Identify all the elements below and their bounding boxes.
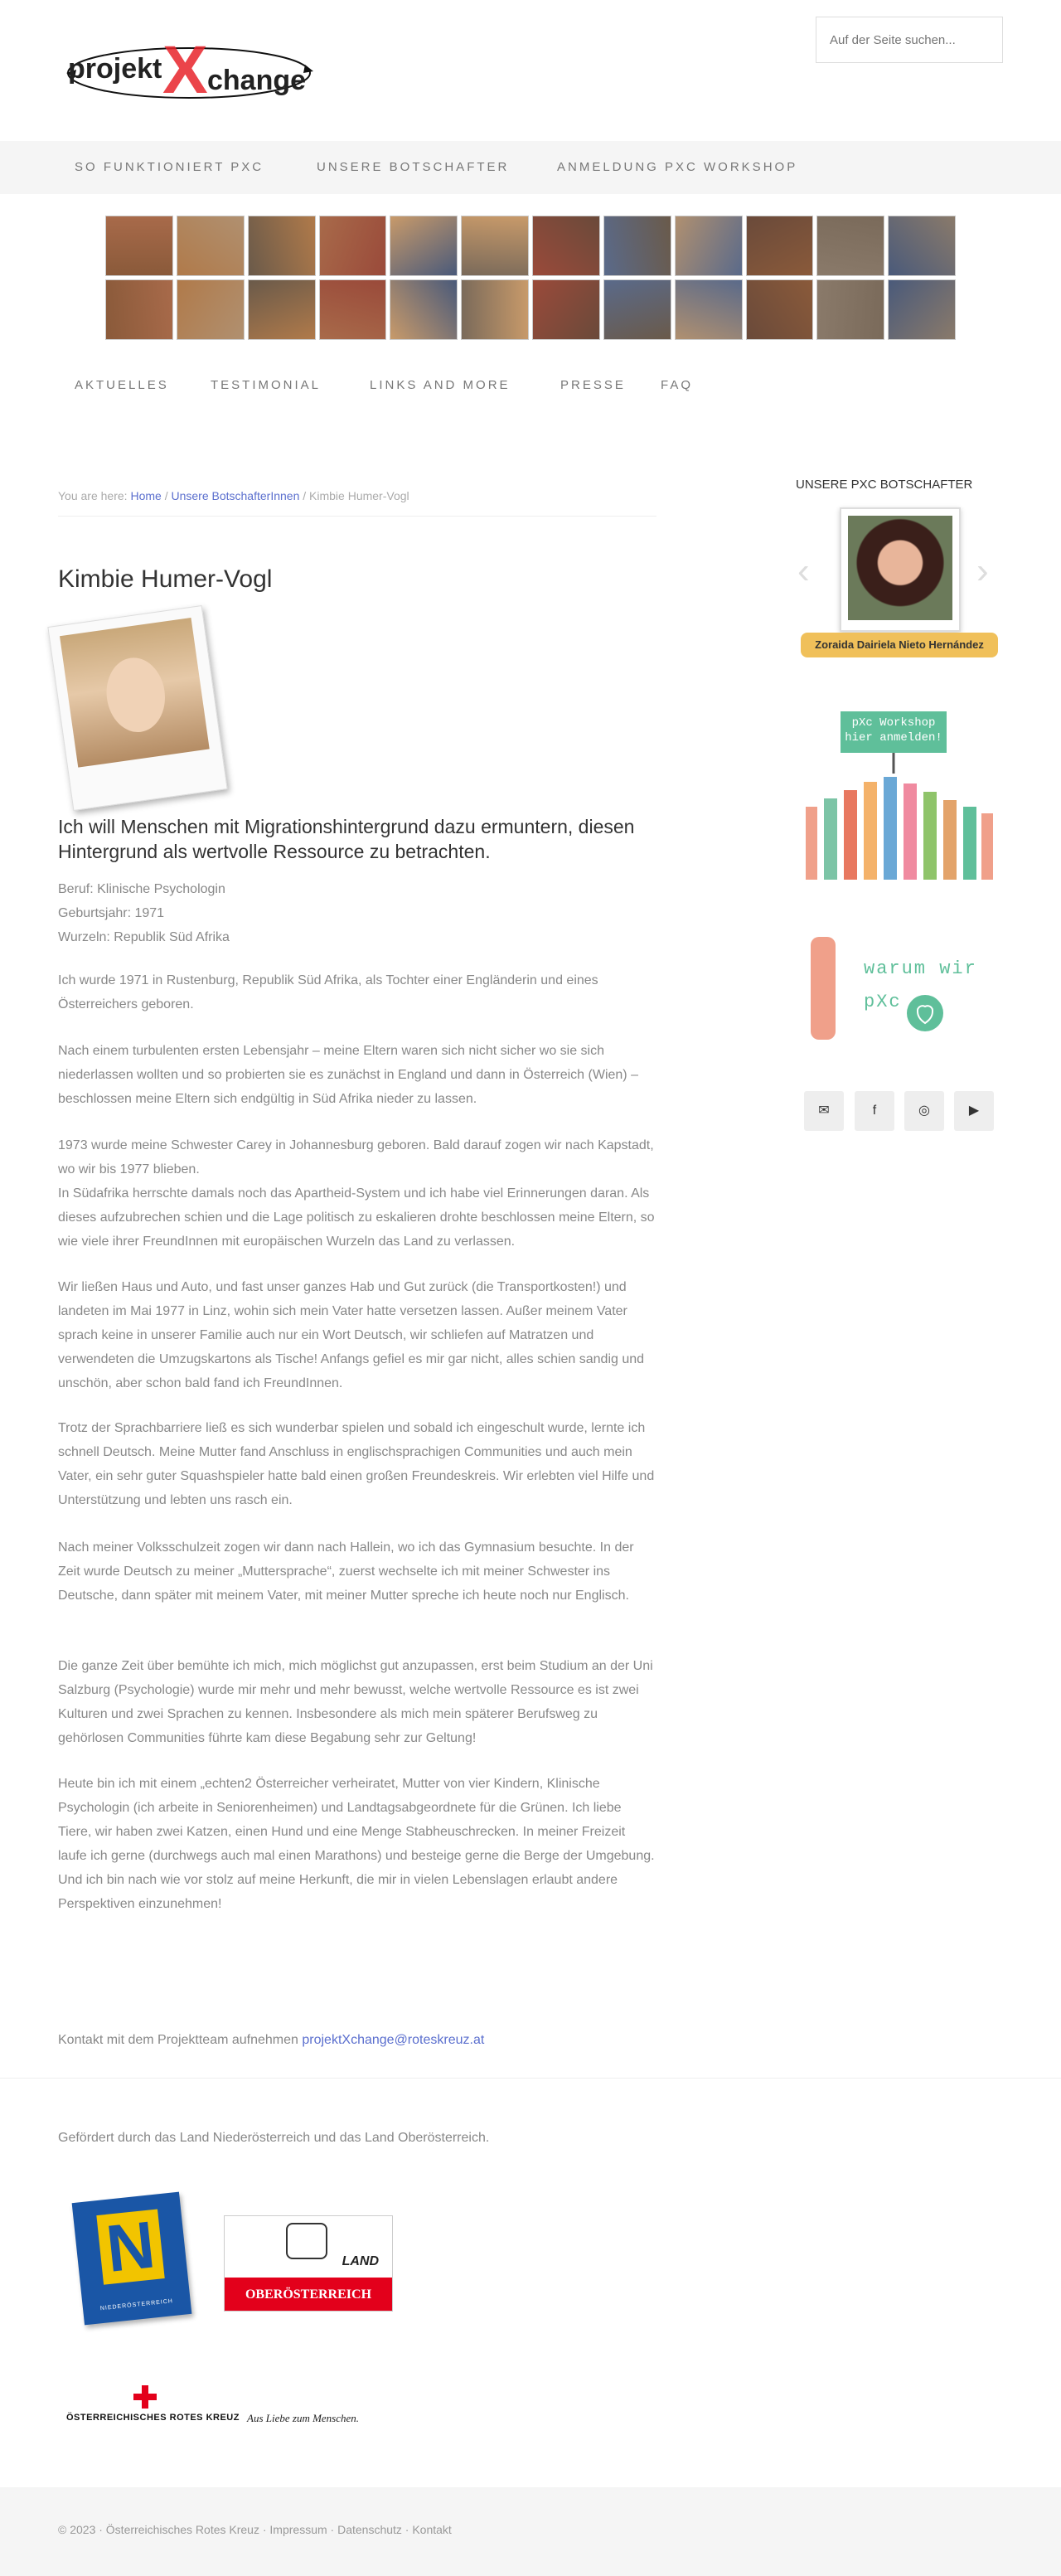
crest-icon xyxy=(286,2223,327,2259)
mosaic-photo xyxy=(603,216,671,276)
facebook-icon[interactable]: f xyxy=(855,1091,894,1131)
mosaic-photo xyxy=(177,216,245,276)
mosaic-photo xyxy=(319,279,387,340)
breadcrumb-separator: / xyxy=(164,489,168,502)
nav-item-links[interactable]: LINKS AND MORE xyxy=(370,378,511,392)
facts-block xyxy=(58,877,230,949)
article-paragraph: Trotz der Sprachbarriere ließ es sich wunderbar spielen und sobald ich eingeschult wurde, lernte ich schnell Deutsch. Meine Mutter fand Anschluss in englischsprachigen Communities und auch mein Vater, ein sehr guter Squashspieler hatte bald einen großen Freundeskreis. Wir erlebten viel Hilfe und Unterstützung und lebten uns rasch ein. xyxy=(58,1421,655,1507)
no-logo-caption: NIEDERÖSTERREICH xyxy=(99,2298,174,2312)
svg-text:projekt: projekt xyxy=(68,53,162,85)
portrait-photo xyxy=(47,605,227,811)
carousel-photo[interactable] xyxy=(840,507,961,632)
nav-item-testimonial[interactable]: TESTIMONIAL xyxy=(211,378,322,392)
article-paragraph: Nach einem turbulenten ersten Lebensjahr – meine Eltern waren sich nicht sicher wo sie sich niederlassen wollten und so probierten sie es zunächst in England und dann in Österreich (Wien) – beschlossen meine Eltern sich endgültig in Süd Afrika nieder zu lassen. xyxy=(58,1044,638,1106)
search-input[interactable] xyxy=(816,17,1003,63)
article-paragraph: 1973 wurde meine Schwester Carey in Johannesburg geboren. Bald darauf zogen wir nach Kapstadt, wo wir bis 1977 blieben. In Südafrika herrschte damals noch das Apartheid-System und ich habe viel Erinnerungen daran. Als dieses aufzubrechen schien und die Lage politisch zu eskalieren drohte beschlossen meine Eltern, so wie viele ihrer FreundInnen mit europäischen Wurzeln das Land zu verlassen. xyxy=(58,1138,655,1249)
article-paragraph: Nach meiner Volksschulzeit zogen wir dann nach Hallein, wo ich das Gymnasium besuchte. In der Zeit wurde Deutsch zu meiner „Muttersprache“, zuerst wechselte ich mit meiner Schwester ins Deutsche, dann später mit meinem Vater, mit meiner Mutter spreche ich heute noch nur Englisch. xyxy=(58,1540,634,1603)
breadcrumb-separator: / xyxy=(303,489,307,502)
header-photo-mosaic xyxy=(105,216,956,340)
contact-email-link[interactable]: projektXchange@roteskreuz.at xyxy=(302,2033,485,2047)
rotes-kreuz-name: ÖSTERREICHISCHES ROTES KREUZ xyxy=(66,2413,240,2423)
fact-wurzeln: Wurzeln: Republik Süd Afrika xyxy=(58,930,230,944)
nav-item-faq[interactable]: FAQ xyxy=(661,378,694,392)
youtube-icon[interactable]: ▶ xyxy=(954,1091,994,1131)
mosaic-photo xyxy=(675,279,743,340)
email-icon[interactable]: ✉ xyxy=(804,1091,844,1131)
mosaic-photo xyxy=(390,216,458,276)
breadcrumb xyxy=(58,489,409,502)
copyright: © 2023 · Österreichisches Rotes Kreuz · Impressum · Datenschutz · Kontakt xyxy=(58,2523,452,2536)
page-title: Kimbie Humer-Vogl xyxy=(58,565,273,593)
mosaic-photo xyxy=(816,279,884,340)
svg-text:change: change xyxy=(207,65,307,96)
mosaic-photo xyxy=(675,216,743,276)
mosaic-photo xyxy=(105,216,173,276)
article-paragraph: Die ganze Zeit über bemühte ich mich, mich möglichst gut anzupassen, erst beim Studium an der Uni Salzburg (Psychologie) wurde mir mehr und mehr bewusst, welche wertvolle Ressource es ist zwei Kulturen und zwei Sprachen zu kennen. Insbesondere als mich mein späterer Berufsweg zu gehörlosen Communities führte kam diese Begabung sehr zur Geltung! xyxy=(58,1659,653,1745)
warum-pxc-text: pXc xyxy=(864,992,902,1012)
breadcrumb-home-link[interactable]: Home xyxy=(130,489,162,502)
fact-beruf: Beruf: Klinische Psychologin xyxy=(58,882,225,896)
article-quote: Ich will Menschen mit Migrationshintergrund dazu ermuntern, diesen Hintergrund als wertvolle Ressource zu betrachten. xyxy=(58,816,635,862)
carousel-prev-icon[interactable]: ‹ xyxy=(797,551,810,591)
mosaic-photo xyxy=(248,279,316,340)
svg-text:X: X xyxy=(162,35,208,108)
breadcrumb-current: Kimbie Humer-Vogl xyxy=(309,489,409,502)
ooe-land-label: LAND xyxy=(342,2254,379,2268)
mosaic-photo xyxy=(746,279,814,340)
carousel-next-icon[interactable]: › xyxy=(976,551,989,591)
nav-item-presse[interactable]: PRESSE xyxy=(560,378,626,392)
funding-text: Gefördert durch das Land Niederösterreich und das Land Oberösterreich. xyxy=(58,2131,490,2145)
workshop-sign-text: pXc Workshop hier anmelden! xyxy=(845,716,942,745)
mosaic-photo xyxy=(105,279,173,340)
sidebar-heading: UNSERE PXC BOTSCHAFTER xyxy=(796,478,973,492)
divider xyxy=(58,516,656,517)
article-paragraph: Ich wurde 1971 in Rustenburg, Republik Süd Afrika, als Tochter einer Engländerin und eines Österreichers geboren. xyxy=(58,973,598,1011)
mosaic-photo xyxy=(532,279,600,340)
mosaic-photo xyxy=(746,216,814,276)
nav-item-aktuelles[interactable]: AKTUELLES xyxy=(75,378,169,392)
nav-item-botschafter[interactable]: UNSERE BOTSCHAFTER xyxy=(317,160,510,174)
mosaic-photo xyxy=(603,279,671,340)
oberoesterreich-logo[interactable] xyxy=(224,2215,393,2312)
warum-wir-pxc-banner[interactable] xyxy=(801,929,998,1045)
mosaic-photo xyxy=(319,216,387,276)
site-logo[interactable] xyxy=(65,35,318,109)
nav-item-anmeldung[interactable]: ANMELDUNG PXC WORKSHOP xyxy=(557,160,798,174)
contact-line xyxy=(58,2033,484,2048)
breadcrumb-prefix: You are here: xyxy=(58,489,128,502)
mosaic-photo xyxy=(816,216,884,276)
niederoesterreich-logo[interactable]: N NIEDERÖSTERREICH xyxy=(72,2192,192,2326)
mosaic-photo xyxy=(461,216,529,276)
fact-geburtsjahr: Geburtsjahr: 1971 xyxy=(58,906,165,920)
divider xyxy=(0,2078,1061,2079)
mosaic-photo xyxy=(888,279,956,340)
mosaic-photo xyxy=(177,279,245,340)
ooe-name-label: OBERÖSTERREICH xyxy=(245,2287,372,2302)
mosaic-photo xyxy=(532,216,600,276)
mosaic-photo xyxy=(888,216,956,276)
mosaic-photo xyxy=(390,279,458,340)
article-paragraph: Wir ließen Haus und Auto, und fast unser ganzes Hab und Gut zurück (die Transportkosten!) und landeten im Mai 1977 in Linz, wohin sich mein Vater hatte versetzen lassen. Außer meinem Vater sprach keine in unserer Familie auch nur ein Wort Deutsch, wir schliefen auf Matratzen und verwendeten die Umzugskartons als Tische! Anfangs gefiel es mir gar nicht, alles schien sandig und unschön, aber schon bald fand ich FreundInnen. xyxy=(58,1280,645,1390)
rotes-kreuz-slogan: Aus Liebe zum Menschen. xyxy=(247,2412,360,2424)
contact-text: Kontakt mit dem Projektteam aufnehmen xyxy=(58,2033,298,2047)
instagram-icon[interactable]: ◎ xyxy=(904,1091,944,1131)
mosaic-photo xyxy=(461,279,529,340)
carousel-name-label[interactable]: Zoraida Dairiela Nieto Hernández xyxy=(801,633,998,657)
nav-item-so-funktioniert[interactable]: SO FUNKTIONIERT PXC xyxy=(75,160,264,174)
article-paragraph: Heute bin ich mit einem „echten2 Österreicher verheiratet, Mutter von vier Kindern, Klinische Psychologin (ich arbeite in Seniorenheimen) und Landtagsabgeordnete für die Grünen. Ich liebe Tiere, wir haben zwei Katzen, einen Hund und eine Menge Stabheuschrecken. In meiner Freizeit laufe ich gerne (durchwegs auch mal einen Marathons) und besteige gerne die Berge der Umgebung. Und ich bin nach wie vor stolz auf meine Herkunft, die mir in vielen Lebenslagen erlaubt andere Perspektiven einzunehmen! xyxy=(58,1777,655,1911)
breadcrumb-section-link[interactable]: Unsere BotschafterInnen xyxy=(171,489,300,502)
warum-text: warum wir xyxy=(864,958,977,979)
red-cross-icon xyxy=(133,2385,157,2409)
mosaic-photo xyxy=(248,216,316,276)
workshop-signup-banner[interactable] xyxy=(801,707,998,881)
